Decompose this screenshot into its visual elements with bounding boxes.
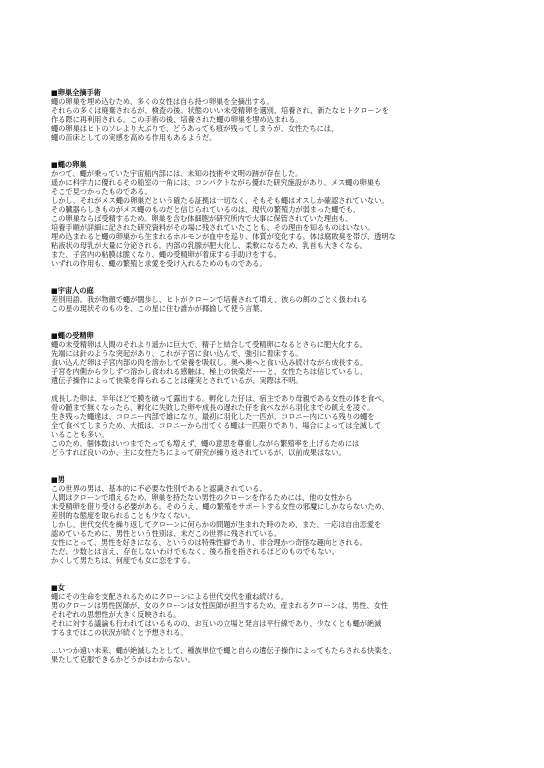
body-line: …いつか遠い未来、蠅が絶滅したとして、種族単位で蠅と自らの遺伝子操作によってもたらされる快楽を、: [51, 646, 396, 655]
body-line: ただ、少数とは言え、存在しないわけでもなく、後ろ指を指されるほどのものでもない。: [51, 547, 339, 556]
body-line: 男のクローンは男性医師が、女のクローンは女性医師が担当するため、産まれるクローンは、男性、女性: [51, 601, 389, 610]
body-line: 子宮を内側から少しずつ溶かし食われる感触は、極上の快楽だーーと、女性たちは信じているし、: [51, 367, 368, 376]
body-line: しかし、世代交代を繰り返してクローンに何らかの問題が生まれた時のため、また、一応は自由恋愛を: [51, 520, 382, 529]
body-line: そこで見つかったものである。: [51, 187, 152, 196]
section-heading: ■蠅の受精卵: [51, 331, 94, 340]
section-heading: ■男: [51, 475, 65, 484]
body-line: 差別的な態度を取られることも少なくない。: [51, 511, 195, 520]
body-line: いずれの作用も、蠅の繁殖と求愛を受け入れるためのものである。: [51, 259, 267, 268]
section-ovary-removal: [51, 88, 511, 142]
body-line: 人間はクローンで増えるため、卵巣を持たない男性のクローンを作るためには、他の女性から: [51, 493, 353, 502]
body-line: 先端には針のような突起があり、これが子宮に食い込んで、強引に着床する。: [51, 349, 303, 358]
body-line: 食い込んだ卵は子宮内部の肉を溶かして栄養を吸収し、奥へ奥へと食い込み続けながら成長する。: [51, 358, 368, 367]
body-line: それぞれの思想性が大きく反映される。: [51, 610, 181, 619]
body-line: このため、個体数はいつまでたっても増えず、蠅の意思を尊重しながら繁殖率を上げるためには: [51, 439, 360, 448]
body-line: いることも多い。: [51, 430, 109, 439]
body-line: それらの多くは廃棄されるが、検査の後、状態のいい未受精卵を選別、培養され、新たなヒトクローンを: [51, 106, 389, 115]
body-line: それに対する議論も行われてはいるものの、お互いの立場と発言は平行線であり、少なくとも蠅が絶滅: [51, 619, 382, 628]
body-line: 遥かに科学力に優れるその船室の一角には、コンパクトながら優れた研究施設があり、メス蠅の卵巣も: [51, 178, 382, 187]
body-line: かつて、蠅が乗っていた宇宙船内部には、未知の技術や文明の跡が存在した。: [51, 169, 303, 178]
document-page: [51, 88, 511, 664]
body-line: 生き残った蠅達は、コロニー内部で雄になり、最初に羽化した一匹が、コロニー内にいる残りの蠅を: [51, 412, 375, 421]
body-line: 蠅にその生命を支配されるためにクローンによる世代交代を重ね続ける。: [51, 592, 289, 601]
section-alien-garden: [51, 286, 511, 313]
body-line: 差別用語。我が物顔で蠅が闊歩し、ヒトがクローンで培養されて増え、彼らの餌のごとく扱われる: [51, 295, 368, 304]
body-line: この世界の男は、基本的に不必要な性別であると認識されている。: [51, 484, 267, 493]
body-line: 粘液状の母乳が大量に分泌される。内部の乳腺が肥大化し、柔軟になるため、乳首も大きくなる。: [51, 241, 367, 250]
body-line: かくして男たちは、何度でも女に恋をする。: [51, 556, 195, 565]
section-heading: ■女: [51, 583, 65, 592]
body-line: 成長した卵は、半年ほどで膜を破って露出する。孵化した仔は、宿主であり母親である女性の体を食べ、: [51, 394, 389, 403]
body-line: しかし、それがメス蠅の卵巣だという確たる証拠は一切なく、そもそも蠅はオスしか確認されていない。: [51, 196, 389, 205]
body-line: この卵巣ならば受精するため。卵巣を含む体細胞が研究所内で大事に保管されていた理由も、: [51, 214, 353, 223]
section-men: [51, 475, 511, 565]
body-line: その臓器らしきものがメス蠅のものだと信じられているのは、現代の繁殖力が弱まった蠅でも、: [51, 205, 361, 214]
section-fly-fertilized-egg-continued: [51, 394, 511, 457]
body-line: 蠅の苗床としての実感を高める作用もあるようだ。: [51, 133, 217, 142]
section-fly-fertilized-egg: [51, 331, 511, 385]
body-line: 蠅の卵巣はヒトのソレより大ぶりで、どうあっても痕が残ってしまうが、女性たちには、: [51, 124, 339, 133]
body-line: 認めているために、男性という性別は、未だこの世界に残されている。: [51, 529, 282, 538]
body-line: また、子宮内の粘膜は脆くなり、蠅の受精卵が着床する手助けをする。: [51, 250, 282, 259]
body-line: 未受精卵を借り受ける必要がある。そのうえ、蠅の繁殖をサポートする女性の邪魔にしかならないため、: [51, 502, 389, 511]
body-line: 骨の髄まで無くなったら、孵化に失敗した卵や成長の遅れた仔を食べながら羽化までの飢えを凌ぐ。: [51, 403, 375, 412]
section-heading: ■卵巣全摘手術: [51, 88, 101, 97]
body-line: どうすれば良いのか、主に女性たちによって研究が繰り返されているが、以前成果はない。: [51, 448, 346, 457]
body-line: 作る際に再利用される。この手術の後、培養された蠅の卵巣を埋め込まれる。: [51, 115, 303, 124]
section-heading: ■宇宙人の庭: [51, 286, 94, 295]
body-line: 全て食べてしまうため、大抵は、コロニーから出てくる蠅は一匹限りであり、場合によっては全滅して: [51, 421, 382, 430]
body-line: 埋め込まれると蠅の卵巣から生まれるホルモンが血中を巡り、体質が変化する。体は腐敗臭を帯び、透明な: [51, 232, 396, 241]
body-line: するまではこの状況が続くと予想される。: [51, 628, 188, 637]
body-line: 蠅の卵巣を埋め込むため、多くの女性は自ら持つ卵巣を全摘出する。: [51, 97, 274, 106]
body-line: 蠅の未受精卵は人間のそれより遥かに巨大で、精子と結合して受精卵になるとさらに肥大化する。: [51, 340, 368, 349]
body-line: 女性にとって、男性を好きになる、というのは特殊性癖であり、非合理かつ奇怪な趣向とされる。: [51, 538, 367, 547]
body-line: 果たして克服できるかどうかはわからない。: [51, 655, 195, 664]
section-closing: [51, 646, 511, 664]
body-line: 遺伝子操作によって快楽を得られることは確実とされているが、実際は不明。: [51, 376, 303, 385]
section-fly-ovary: [51, 160, 511, 268]
body-line: 培養手順が詳細に記された研究資料がその場に残されていたことも、その理由を知るものはいない。: [51, 223, 375, 232]
section-heading: ■蠅の卵巣: [51, 160, 87, 169]
body-line: この星の現状そのものを、この星に住む誰かが揶揄して使う言葉。: [51, 304, 267, 313]
section-women: [51, 583, 511, 637]
